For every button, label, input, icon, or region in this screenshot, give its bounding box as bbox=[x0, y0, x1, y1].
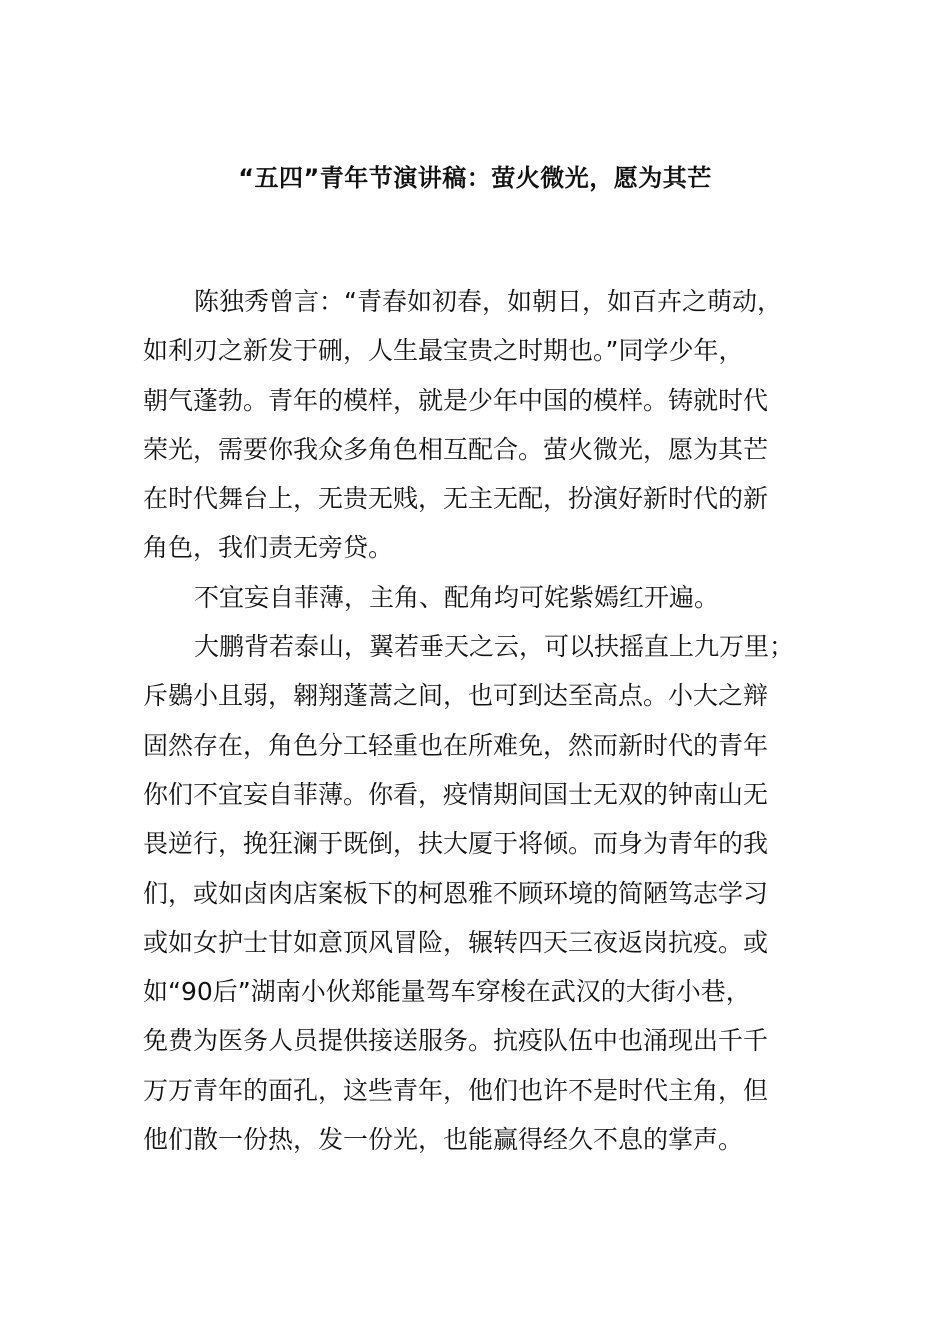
paragraph-2 bbox=[143, 573, 833, 622]
paragraph-line: 你们不宜妄自菲薄。你看，疫情期间国士无双的钟南山无 bbox=[143, 779, 769, 809]
document-title: “五四”青年节演讲稿：萤火微光，愿为其芒 bbox=[238, 164, 712, 192]
paragraph-line: 万万青年的面孔，这些青年，他们也许不是时代主角，但 bbox=[143, 1075, 769, 1105]
paragraph-line: 角色，我们责无旁贷。 bbox=[143, 533, 394, 563]
paragraph-line: 斥鷃小且弱，翱翔蓬蒿之间，也可到达至高点。小大之辩 bbox=[143, 681, 769, 711]
paragraph-line: 不宜妄自菲薄，主角、配角均可姹紫嫣红开遍。 bbox=[194, 582, 720, 612]
paragraph-line: 朝气蓬勃。青年的模样，就是少年中国的模样。铸就时代 bbox=[143, 385, 769, 415]
paragraph-line: 荣光，需要你我众多角色相互配合。萤火微光，愿为其芒 bbox=[143, 434, 769, 464]
paragraph-line: 如“90后”湖南小伙郑能量驾车穿梭在武汉的大街小巷， bbox=[143, 977, 751, 1007]
paragraph-line: 或如女护士甘如意顶风冒险，辗转四天三夜返岗抗疫。或 bbox=[143, 927, 769, 957]
paragraph-line: 们，或如卤肉店案板下的柯恩雅不顾环境的简陋笃志学习 bbox=[143, 878, 769, 908]
paragraph-line: 他们散一份热，发一份光，也能赢得经久不息的掌声。 bbox=[143, 1125, 744, 1155]
paragraph-line: 如利刃之新发于硎，人生最宝贵之时期也。”同学少年， bbox=[143, 336, 744, 366]
paragraph-line: 畏逆行，挽狂澜于既倒，扶大厦于将倾。而身为青年的我 bbox=[143, 829, 769, 859]
paragraph-line: 免费为医务人员提供接送服务。抗疫队伍中也涌现出千千 bbox=[143, 1026, 769, 1056]
paragraph-3 bbox=[143, 622, 833, 1164]
paragraph-line: 在时代舞台上，无贵无贱，无主无配，扮演好新时代的新 bbox=[143, 484, 769, 514]
paragraph-line: 固然存在，角色分工轻重也在所难免，然而新时代的青年 bbox=[143, 730, 769, 760]
paragraph-line: 大鹏背若泰山，翼若垂天之云，可以扶摇直上九万里； bbox=[194, 632, 795, 662]
paragraph-1 bbox=[143, 277, 833, 573]
paragraph-line: 陈独秀曾言：“青春如初春，如朝日，如百卉之萌动， bbox=[194, 287, 782, 316]
document-body bbox=[143, 277, 833, 1164]
